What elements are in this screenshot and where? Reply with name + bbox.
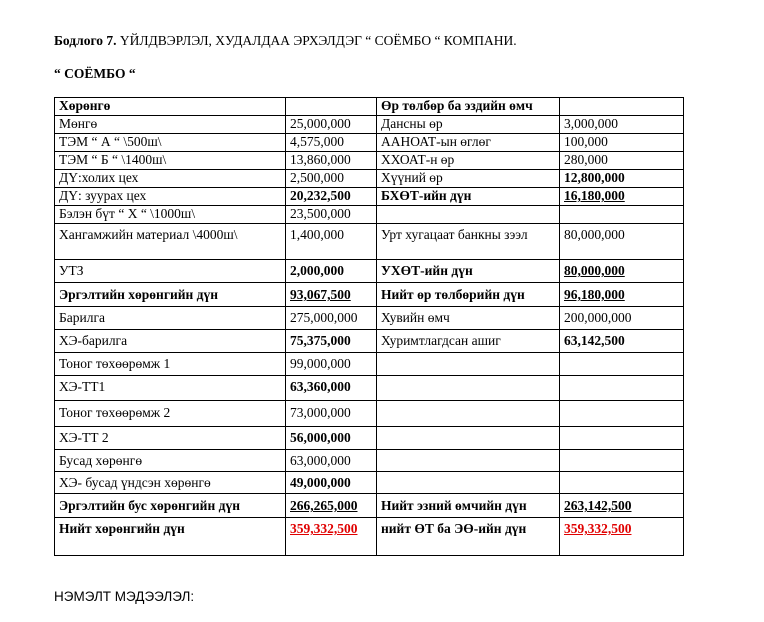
table-row: [55, 401, 684, 427]
asset-value: 359,332,500: [286, 518, 377, 556]
asset-value: 2,500,000: [286, 170, 377, 188]
table-row: [55, 152, 684, 170]
liability-value: 16,180,000: [560, 188, 684, 206]
table-row: [55, 494, 684, 518]
problem-title: ҮЙЛДВЭРЛЭЛ, ХУДАЛДАА ЭРХЭЛДЭГ “ СОЁМБО “ КОМПАНИ.: [119, 33, 517, 48]
table-row: [55, 330, 684, 353]
liability-name: [377, 472, 560, 494]
liability-name: [377, 427, 560, 450]
liability-name: Нийт өр төлбөрийн дүн: [377, 283, 560, 307]
company-name: “ СОЁМБО “: [54, 66, 136, 81]
asset-value: 99,000,000: [286, 353, 377, 376]
asset-name: Эргэлтийн бус хөрөнгийн дүн: [55, 494, 286, 518]
asset-value: 2,000,000: [286, 260, 377, 283]
table-row: [55, 353, 684, 376]
problem-label: Бодлого 7.: [54, 33, 117, 48]
asset-value: 49,000,000: [286, 472, 377, 494]
asset-name: УТЗ: [55, 260, 286, 283]
table-row: [55, 518, 684, 556]
liability-value: 200,000,000: [560, 307, 684, 330]
table-row: [55, 206, 684, 224]
asset-name: ХЭ- бусад үндсэн хөрөнгө: [55, 472, 286, 494]
liability-name: нийт ӨТ ба ЭӨ-ийн дүн: [377, 518, 560, 556]
asset-name: Нийт хөрөнгийн дүн: [55, 518, 286, 556]
liability-value: 63,142,500: [560, 330, 684, 353]
liability-value: [560, 206, 684, 224]
asset-value: 13,860,000: [286, 152, 377, 170]
asset-name: ДҮ:холих цех: [55, 170, 286, 188]
table-row: [55, 116, 684, 134]
table-row: [55, 450, 684, 472]
table-row: [55, 134, 684, 152]
table-row: [55, 188, 684, 206]
liability-value: 359,332,500: [560, 518, 684, 556]
liabilities-value-header: [560, 98, 684, 116]
asset-value: 20,232,500: [286, 188, 377, 206]
liability-value: 3,000,000: [560, 116, 684, 134]
asset-value: 93,067,500: [286, 283, 377, 307]
table-row: [55, 376, 684, 401]
liability-name: БХӨТ-ийн дүн: [377, 188, 560, 206]
table-row: [55, 307, 684, 330]
table-header-row: [55, 98, 684, 116]
liability-name: Хүүний өр: [377, 170, 560, 188]
asset-value: 63,000,000: [286, 450, 377, 472]
asset-value: 73,000,000: [286, 401, 377, 427]
liability-value: 96,180,000: [560, 283, 684, 307]
asset-name: ХЭ-ТТ 2: [55, 427, 286, 450]
liability-value: [560, 376, 684, 401]
problem-heading: [54, 33, 517, 49]
table-row: [55, 472, 684, 494]
liability-name: [377, 353, 560, 376]
asset-name: Бэлэн бүт “ Х “ \1000ш\: [55, 206, 286, 224]
liability-value: [560, 401, 684, 427]
balance-sheet-table: [54, 97, 684, 556]
liability-name: [377, 401, 560, 427]
asset-name: ДҮ: зуурах цех: [55, 188, 286, 206]
liability-value: [560, 427, 684, 450]
asset-name: Тоног төхөөрөмж 1: [55, 353, 286, 376]
asset-value: 23,500,000: [286, 206, 377, 224]
liability-name: Хуримтлагдсан ашиг: [377, 330, 560, 353]
asset-name: Хангамжийн материал \4000ш\: [55, 224, 286, 260]
liability-name: [377, 376, 560, 401]
liability-value: [560, 472, 684, 494]
liability-value: 280,000: [560, 152, 684, 170]
asset-name: Бусад хөрөнгө: [55, 450, 286, 472]
table-row: [55, 260, 684, 283]
asset-value: 63,360,000: [286, 376, 377, 401]
asset-name: Барилга: [55, 307, 286, 330]
asset-name: Мөнгө: [55, 116, 286, 134]
asset-value: 1,400,000: [286, 224, 377, 260]
liability-value: 100,000: [560, 134, 684, 152]
liability-name: УХӨТ-ийн дүн: [377, 260, 560, 283]
liability-name: [377, 206, 560, 224]
assets-value-header: [286, 98, 377, 116]
table-row: [55, 427, 684, 450]
table-row: [55, 283, 684, 307]
asset-value: 266,265,000: [286, 494, 377, 518]
liability-value: 80,000,000: [560, 224, 684, 260]
asset-name: ТЭМ “ Б “ \1400ш\: [55, 152, 286, 170]
asset-name: ХЭ-барилга: [55, 330, 286, 353]
liability-value: [560, 450, 684, 472]
asset-value: 275,000,000: [286, 307, 377, 330]
asset-value: 4,575,000: [286, 134, 377, 152]
liability-value: 80,000,000: [560, 260, 684, 283]
liability-name: ХХОАТ-н өр: [377, 152, 560, 170]
liability-name: Нийт эзний өмчийн дүн: [377, 494, 560, 518]
asset-name: Эргэлтийн хөрөнгийн дүн: [55, 283, 286, 307]
liability-name: Урт хугацаат банкны зээл: [377, 224, 560, 260]
asset-name: ХЭ-ТТ1: [55, 376, 286, 401]
liability-value: 263,142,500: [560, 494, 684, 518]
asset-name: ТЭМ “ А “ \500ш\: [55, 134, 286, 152]
liabilities-header: Өр төлбөр ба эздийн өмч: [377, 98, 560, 116]
table-row: [55, 224, 684, 260]
liability-value: 12,800,000: [560, 170, 684, 188]
asset-value: 25,000,000: [286, 116, 377, 134]
liability-name: [377, 450, 560, 472]
liability-value: [560, 353, 684, 376]
note-title: НЭМЭЛТ МЭДЭЭЛЭЛ:: [54, 589, 195, 604]
table-row: [55, 170, 684, 188]
assets-header: Хөрөнгө: [55, 98, 286, 116]
liability-name: Дансны өр: [377, 116, 560, 134]
liability-name: Хувийн өмч: [377, 307, 560, 330]
liability-name: ААНОАТ-ын өглөг: [377, 134, 560, 152]
asset-name: Тоног төхөөрөмж 2: [55, 401, 286, 427]
asset-value: 56,000,000: [286, 427, 377, 450]
asset-value: 75,375,000: [286, 330, 377, 353]
